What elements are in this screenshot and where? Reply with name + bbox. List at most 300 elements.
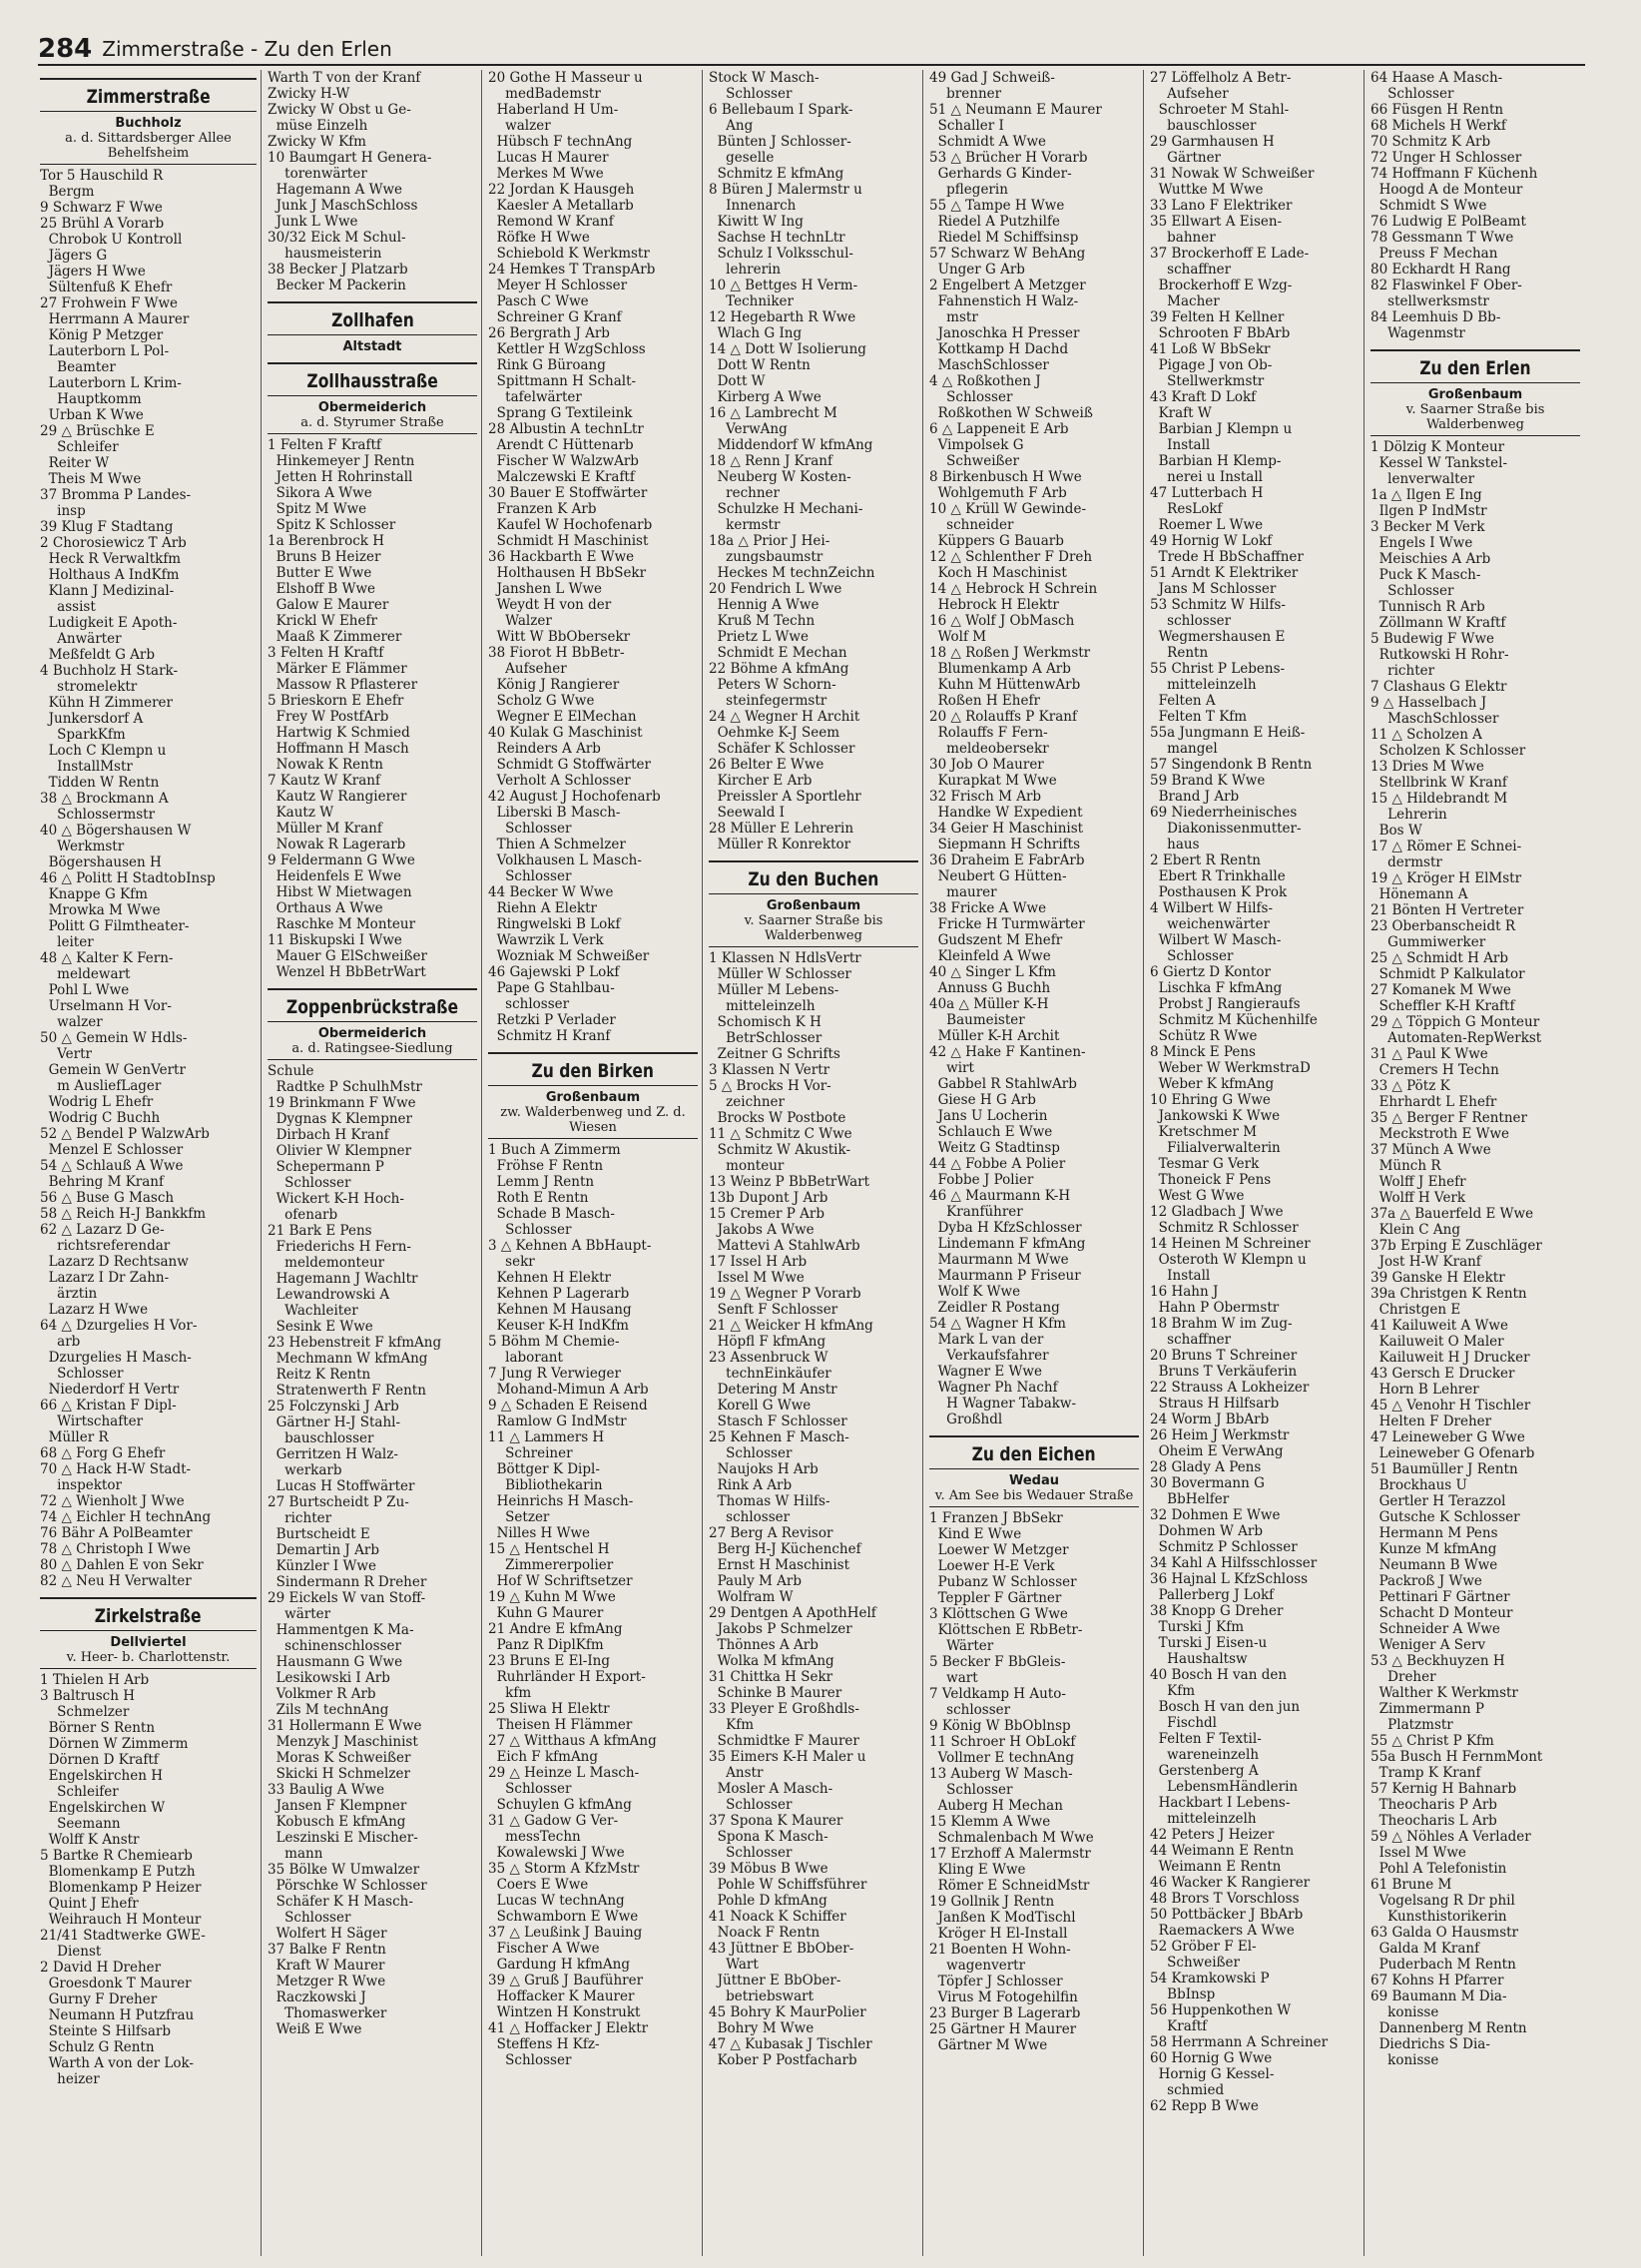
resident-entry: Pohle W Schiffsführer [709,1877,867,1893]
resident-entry: 3 Felten H Kraftf [268,645,384,661]
resident-entry: 80 Eckhardt H Rang [1370,262,1511,278]
resident-entry: 33 Lano F Elektriker [1150,198,1293,214]
resident-entry: Spitz K Schlosser [268,517,396,533]
resident-entry: Weber W WerkmstraD [1150,1060,1311,1076]
resident-entry: richtsreferendar [40,1238,171,1254]
resident-entry: 36 Hajnal L KfzSchloss [1150,1571,1309,1587]
resident-entry: Gärtner [1150,150,1222,166]
page-title: Zimmerstraße - Zu den Erlen [102,37,392,61]
resident-entry: 20 Bruns T Schreiner [1150,1348,1298,1364]
resident-list [268,1063,477,2037]
resident-entry: Reiter W [40,455,110,471]
resident-entry: medBademstr [488,86,601,102]
resident-entry: Korell G Wwe [709,1398,812,1414]
resident-entry: 37 Spona K Maurer [709,1813,843,1829]
resident-entry: Gabbel R StahlwArb [929,1076,1077,1092]
resident-entry: Ludigkeit E Apoth- [40,615,178,631]
resident-entry: Warth A von der Lok- [40,2055,194,2071]
resident-entry: 64 Haase A Masch- [1370,70,1503,86]
resident-entry: 47 Leineweber G Wwe [1370,1429,1525,1445]
resident-entry: Knappe G Kfm [40,886,148,902]
resident-entry: Schlossermstr [40,807,156,823]
resident-entry: zungsbaumstr [709,549,823,565]
resident-entry: Wlach G Ing [709,325,803,341]
resident-entry: Loewer W Metzger [929,1542,1069,1558]
resident-entry: Steffens H Kfz- [488,2036,600,2052]
resident-entry: 38 Fiorot H BbBetr- [488,645,625,661]
resident-entry: Engelskirchen H [40,1768,163,1784]
resident-entry: Ehrhardt L Ehefr [1370,1094,1497,1110]
resident-entry: Mechmann W kfmAng [268,1351,428,1367]
resident-entry: Dannenberg M Rentn [1370,2020,1527,2036]
resident-entry: Nowak K Rentn [268,757,383,773]
resident-entry: Wolfert H Säger [268,1926,387,1942]
resident-entry: Friederichs H Fern- [268,1239,411,1255]
resident-entry: Schlosser [488,2052,572,2068]
resident-entry: Schäfer K H Masch- [268,1894,413,1910]
resident-entry: Theis M Wwe [40,471,142,487]
resident-entry: Jankowski K Wwe [1150,1108,1281,1124]
resident-entry: Schacht D Monteur [1370,1605,1513,1621]
resident-entry: Wolf M [929,629,987,645]
resident-entry: 50 Pottbäcker J BbArb [1150,1907,1304,1923]
resident-entry: Hermann M Pens [1370,1525,1498,1541]
resident-entry: Herrmann A Maurer [40,311,190,327]
resident-entry: Hoogd A de Monteur [1370,182,1523,198]
resident-entry: geselle [709,150,775,166]
resident-entry: Frey W PostfArb [268,709,389,725]
resident-entry: Gärtner H-J Stahl- [268,1415,401,1430]
resident-entry: Kraft W Maurer [268,1958,385,1974]
resident-entry: richter [268,1510,332,1526]
resident-entry: 44 △ Fobbe A Polier [929,1156,1066,1172]
resident-entry: Wilbert W Masch- [1150,932,1282,948]
resident-entry: Engelskirchen W [40,1800,166,1816]
resident-entry: 7 Kautz W Kranf [268,773,380,789]
street-heading [709,860,918,894]
resident-entry: König P Metzger [40,327,164,343]
resident-entry: Walzer [488,613,552,629]
resident-entry: wärter [268,1606,331,1622]
resident-list [488,1142,698,2068]
directory-column [481,70,702,2256]
resident-entry: 1 Buch A Zimmerm [488,1142,621,1158]
resident-entry: 4 △ Roßkothen J [929,373,1041,389]
resident-entry: Vertr [40,1046,92,1062]
resident-entry: 29 △ Töppich G Monteur [1370,1014,1540,1030]
resident-entry: Vogelsang R Dr phil [1370,1893,1515,1909]
resident-entry: Felten F Textil- [1150,1731,1262,1747]
resident-entry: Scholz G Wwe [488,693,595,709]
resident-entry: 17 △ Römer E Schnei- [1370,839,1522,854]
resident-entry: Radtke P SchulhMstr [268,1079,422,1095]
resident-entry: bauschlosser [268,1430,374,1446]
resident-entry: Kraft W [1150,405,1212,421]
resident-entry: 7 Clashaus G Elektr [1370,679,1507,695]
resident-entry: 29 Dentgen A ApothHelf [709,1605,876,1621]
resident-entry: 1 Klassen N HdlsVertr [709,950,861,966]
resident-entry: 64 △ Dzurgelies H Vor- [40,1318,198,1334]
resident-entry: steinfegermstr [709,693,827,709]
resident-entry: 40 △ Bögershausen W [40,823,192,839]
resident-entry: 18 △ Renn J Kranf [709,453,832,469]
resident-entry: Jans M Schlosser [1150,581,1277,597]
resident-entry: Blomenkamp E Putzh [40,1864,196,1880]
resident-entry: Klein C Ang [1370,1222,1460,1238]
resident-entry: Dörnen D Kraftf [40,1752,159,1768]
street-location-note: v. Heer- b. Charlottenstr. [40,1650,257,1669]
resident-entry: Puderbach M Rentn [1370,1957,1516,1973]
resident-entry: Schmidt P Kalkulator [1370,966,1525,982]
resident-entry: 6 Giertz D Kontor [1150,964,1271,980]
resident-entry: 14 Heinen M Schreiner [1150,1236,1311,1252]
resident-entry: wirt [929,1060,974,1076]
resident-entry: Bosch H van den jun [1150,1699,1301,1715]
resident-entry: 39 Felten H Kellner [1150,309,1285,325]
resident-entry: 15 △ Hentschel H [488,1541,610,1557]
resident-entry: Gurny F Dreher [40,1991,158,2007]
resident-entry: Lucas H Maurer [488,150,609,166]
resident-entry: mstr [929,309,978,325]
resident-entry: 43 Gersch E Drucker [1370,1366,1515,1382]
resident-entry: Schlosser [709,1445,793,1461]
resident-entry: 38 Becker J Platzarb [268,262,408,278]
resident-entry: Lesikowski I Arb [268,1670,390,1686]
resident-entry: Müller K-H Archit [929,1028,1060,1044]
resident-entry: 18 △ Roßen J Werkmstr [929,645,1091,661]
resident-entry: weichenwärter [1150,916,1270,932]
resident-entry: tafelwärter [488,389,582,405]
resident-entry: walzer [40,1014,103,1030]
district-name: Wedau [1008,1473,1060,1488]
page-number: 284 [38,34,93,64]
resident-entry: Kiwitt W Ing [709,214,804,230]
directory-column [1364,70,1584,2256]
resident-entry: Mosler A Masch- [709,1781,833,1797]
resident-entry: Raczkowski J [268,1989,366,2005]
resident-entry: 25 Folczynski J Arb [268,1399,399,1415]
resident-entry: Jetten H Rohrinstall [268,469,413,485]
resident-entry: 46 △ Politt H StadtobInsp [40,870,216,886]
resident-entry: Neumann B Wwe [1370,1557,1498,1573]
resident-entry: 39a Christgen K Rentn [1370,1286,1527,1302]
street-heading [268,362,477,396]
resident-entry: Schmidt G Stoffwärter [488,757,651,773]
resident-entry: Dygnas K Klempner [268,1111,412,1127]
resident-entry: 34 Kahl A Hilfsschlosser [1150,1555,1318,1571]
resident-entry: 13 Weinz P BbBetrWart [709,1174,870,1190]
resident-entry: Wozniak M Schweißer [488,948,650,964]
resident-entry: 17 Issel H Arb [709,1254,808,1270]
resident-entry: 33 △ Pötz K [1370,1078,1450,1094]
resident-entry: 18a △ Prior J Hei- [709,533,830,549]
resident-entry: Schlosser [488,868,572,884]
resident-entry: Coers E Wwe [488,1877,589,1893]
resident-entry: 37 Balke F Rentn [268,1942,386,1958]
resident-entry: 30 Bovermann G [1150,1475,1265,1491]
resident-entry: Barbian J Klempn u [1150,421,1293,437]
resident-entry: 37 Bromma P Landes- [40,487,192,503]
resident-entry: Pasch C Wwe [488,293,589,309]
resident-entry: 25 Sliwa H Elektr [488,1701,610,1717]
resident-entry: Münch R [1370,1158,1441,1174]
resident-entry: technEinkäufer [709,1366,831,1382]
resident-entry: bauschlosser [1150,118,1257,134]
resident-entry: Schmidtke F Maurer [709,1733,859,1749]
resident-entry: insp [40,503,86,519]
street-heading [929,1435,1139,1469]
resident-entry: Dienst [40,1944,102,1960]
columns-container [40,70,1587,2256]
resident-entry: 33 Baulig A Wwe [268,1782,385,1798]
resident-entry: Ringwelski B Lokf [488,916,621,932]
resident-entry: 72 △ Wienholt J Wwe [40,1493,185,1509]
resident-entry: Jansen F Klempner [268,1798,407,1814]
resident-entry: Zwicky W Kfm [268,134,366,150]
resident-entry: Pörschke W Schlosser [268,1878,427,1894]
resident-entry: meldeobersekr [929,741,1049,757]
resident-entry: Pallerberg J Lokf [1150,1587,1275,1603]
resident-entry: 25 Kehnen F Masch- [709,1429,849,1445]
resident-entry: Rink A Arb [709,1477,793,1493]
resident-entry: 68 △ Forg G Ehefr [40,1445,166,1461]
resident-entry: 45 Bohry K MaurPolier [709,2004,866,2020]
resident-entry: 28 Glady A Pens [1150,1459,1262,1475]
resident-entry: 5 Bartke R Chemiearb [40,1848,193,1864]
resident-entry: Heckes M technZeichn [709,565,875,581]
resident-entry: Schütz R Wwe [1150,1028,1258,1044]
resident-entry: ofenarb [268,1207,338,1223]
resident-entry: Walther K Werkmstr [1370,1685,1518,1701]
resident-entry: Jakobs P Schmelzer [709,1621,852,1637]
resident-entry: 40 △ Singer L Kfm [929,964,1056,980]
resident-entry: Hoffacker K Maurer [488,1988,635,2004]
resident-entry: Packroß J Wwe [1370,1573,1482,1589]
resident-list [1150,70,1360,2114]
resident-entry: messTechn [488,1829,581,1845]
resident-entry: Pohl A Telefonistin [1370,1861,1507,1877]
resident-entry: West G Wwe [1150,1188,1245,1204]
resident-entry: Hebrock H Elektr [929,597,1059,613]
resident-entry: Kruß M Techn [709,613,816,629]
resident-list [40,1672,257,2087]
resident-entry: 41 △ Hoffacker J Elektr [488,2020,649,2036]
resident-entry: 59 △ Nöhles A Verlader [1370,1829,1531,1845]
resident-entry: Riedel M Schiffsinsp [929,230,1079,246]
resident-entry: Schmitz R Schlosser [1150,1220,1299,1236]
resident-entry: 27 Komanek M Wwe [1370,982,1511,998]
resident-entry: Weimann E Rentn [1150,1859,1282,1875]
resident-entry: Wagner Ph Nachf [929,1380,1058,1396]
resident-entry: Baumeister [929,1012,1025,1028]
resident-entry: 27 △ Witthaus A kfmAng [488,1733,657,1749]
resident-entry: schinenschlosser [268,1638,401,1654]
resident-entry: Meckstroth E Wwe [1370,1126,1510,1142]
resident-entry: 45 △ Venohr H Tischler [1370,1398,1531,1414]
resident-entry: Kühn H Zimmerer [40,695,173,711]
resident-entry: Schmelzer [40,1704,130,1720]
resident-entry: Raschke M Monteur [268,916,416,932]
resident-entry: Seemann [40,1816,121,1832]
resident-entry: mann [268,1846,323,1862]
resident-entry: Hackbart I Lebens- [1150,1795,1291,1811]
resident-entry: 20 △ Rolauffs P Kranf [929,709,1077,725]
resident-entry: Riehn A Elektr [488,900,597,916]
resident-entry: Mrowka M Wwe [40,902,161,918]
resident-entry: Bos W [1370,823,1422,839]
resident-entry: 55 △ Tampe H Wwe [929,198,1065,214]
resident-entry: 51 Arndt K Elektriker [1150,565,1299,581]
resident-entry: 12 △ Schlenther F Dreh [929,549,1093,565]
resident-entry: 62 Repp B Wwe [1150,2098,1259,2114]
resident-entry: Rink G Büroang [488,357,606,373]
resident-entry: 30 Job O Maurer [929,757,1044,773]
resident-entry: Scholzen K Schlosser [1370,743,1526,759]
resident-entry: Kehnen M Hausang [488,1302,632,1318]
resident-entry: 10 Ehring G Wwe [1150,1092,1271,1108]
resident-entry: 59 Brand K Wwe [1150,773,1266,789]
street-location-note: a. d. Styrumer Straße [268,415,477,434]
resident-entry: Schiebold K Werkmstr [488,246,650,262]
resident-entry: Schlosser [488,1781,572,1797]
resident-entry: Hagemann J Wachltr [268,1271,418,1287]
resident-entry: Thien A Schmelzer [488,837,626,852]
resident-entry: König J Rangierer [488,677,620,693]
district-name: Großenbaum [1427,387,1523,402]
resident-entry: Wirtschafter [40,1414,144,1429]
resident-entry: Sindermann R Dreher [268,1574,427,1590]
resident-entry: 9 △ Schaden E Reisend [488,1398,648,1414]
resident-entry: 51 Baumüller J Rentn [1370,1461,1518,1477]
resident-entry: Töpfer J Schlosser [929,1974,1063,1989]
resident-entry: Lucas W technAng [488,1893,625,1909]
resident-entry: 57 Schwarz W BehAng [929,246,1086,262]
street-name: Zollhafen [330,309,414,331]
resident-entry: 16 △ Lambrecht M [709,405,837,421]
resident-entry: Zimmermann P [1370,1701,1484,1717]
resident-entry: Bünten J Schlosser- [709,134,851,150]
resident-list [709,70,918,852]
resident-entry: Bergm [40,184,95,200]
resident-entry: 36 Hackbarth E Wwe [488,549,635,565]
resident-entry: Malczewski E Kraftf [488,469,635,485]
resident-entry: 13b Dupont J Arb [709,1190,828,1206]
resident-entry: Zwicky W Obst u Ge- [268,102,411,118]
resident-entry: Zeitner G Schrifts [709,1046,840,1062]
resident-entry: Schmalenbach M Wwe [929,1830,1094,1846]
resident-entry: Mattevi A StahlwArb [709,1238,860,1254]
resident-entry: 69 Baumann M Dia- [1370,1988,1507,2004]
resident-entry: 61 Brune M [1370,1877,1452,1893]
resident-entry: 4 Wilbert W Hilfs- [1150,900,1274,916]
resident-entry: Gärtner M Wwe [929,2037,1048,2053]
resident-entry: Prietz L Wwe [709,629,809,645]
resident-entry: Klöttschen E RbBetr- [929,1622,1083,1638]
resident-entry: Middendorf W kfmAng [709,437,873,453]
resident-entry: Orthaus A Wwe [268,900,383,916]
resident-entry: Mauer G ElSchweißer [268,948,427,964]
resident-entry: nerei u Install [1150,469,1263,485]
resident-entry: Wegmershausen E [1150,629,1286,645]
resident-entry: 54 △ Schlauß A Wwe [40,1158,184,1174]
resident-entry: Horn B Lehrer [1370,1382,1479,1398]
resident-entry: 32 Frisch M Arb [929,789,1042,805]
resident-entry: Holthaus A IndKfm [40,567,180,583]
resident-entry: Pohle D kfmAng [709,1893,827,1909]
resident-list [1370,439,1580,2068]
resident-entry: 54 △ Wagner H Kfm [929,1316,1066,1332]
resident-entry: Hübsch F technAng [488,134,633,150]
resident-entry: ResLokf [1150,501,1223,517]
resident-entry: 41 Loß W BbSekr [1150,341,1271,357]
resident-entry: Kaufel W Hochofenarb [488,517,653,533]
resident-entry: Skicki H Schmelzer [268,1766,410,1782]
resident-entry: 37 △ Leußink J Bauing [488,1925,643,1941]
resident-entry: Volkhausen L Masch- [488,852,642,868]
resident-entry: Brockhaus U [1370,1477,1467,1493]
resident-entry: Jägers G [40,248,108,264]
resident-entry: 66 Füsgen H Rentn [1370,102,1504,118]
resident-entry: hausmeisterin [268,246,382,262]
resident-entry: Aufseher [1150,86,1229,102]
resident-entry: Hoffmann H Masch [268,741,409,757]
resident-entry: betriebswart [709,1988,815,2004]
resident-entry: Pape G Stahlbau- [488,980,615,996]
resident-entry: 40 Kulak G Maschinist [488,725,643,741]
resident-entry: Stratenwerth F Rentn [268,1383,426,1399]
resident-entry: 8 Minck E Pens [1150,1044,1256,1060]
resident-entry: 70 △ Hack H-W Stadt- [40,1461,192,1477]
resident-entry: Kottkamp H Dachd [929,341,1069,357]
resident-entry: Schlosser [709,86,793,102]
resident-entry: BbHelfer [1150,1491,1230,1507]
resident-entry: 1a Berenbrock H [268,533,385,549]
resident-entry: Maaß K Zimmerer [268,629,402,645]
resident-entry: 20 Gothe H Masseur u [488,70,643,86]
resident-entry: SparkKfm [40,727,126,743]
resident-entry: Diedrichs S Dia- [1370,2036,1490,2052]
resident-entry: Spitz M Wwe [268,501,367,517]
resident-entry: Volkmer R Arb [268,1686,376,1702]
resident-entry: Lemm J Rentn [488,1174,595,1190]
resident-entry: 16 Hahn J [1150,1284,1219,1300]
resident-entry: 35 △ Storm A KfzMstr [488,1861,640,1877]
resident-entry: Oheim E VerwAng [1150,1443,1284,1459]
resident-entry: Noack F Rentn [709,1925,820,1941]
resident-entry: Sprang G Textileink [488,405,633,421]
resident-entry: Wolff J Ehefr [1370,1174,1466,1190]
resident-entry: Thomaswerker [268,2005,387,2021]
resident-entry: 40 Bosch H van den [1150,1667,1288,1683]
resident-entry: Turski J Eisen-u [1150,1635,1268,1651]
resident-entry: Wolfram W [709,1589,794,1605]
resident-entry: Virus M Fotogehilfin [929,1989,1078,2005]
resident-entry: Pigage J von Ob- [1150,357,1273,373]
resident-entry: Schinke B Maurer [709,1685,842,1701]
resident-entry: torenwärter [268,166,367,182]
resident-entry: Unger G Arb [929,262,1025,278]
resident-entry: Meischies A Arb [1370,551,1491,567]
resident-entry: Schaller I [929,118,1004,134]
resident-entry: Hagemann A Wwe [268,182,403,198]
resident-entry: 19 △ Wegner P Vorarb [709,1286,861,1302]
resident-entry: 20 Fendrich L Wwe [709,581,842,597]
resident-entry: 78 Gessmann T Wwe [1370,230,1514,246]
resident-entry: Märker E Flämmer [268,661,407,677]
resident-entry: Keuser K-H IndKfm [488,1318,629,1334]
resident-entry: Dohmen W Arb [1150,1523,1264,1539]
resident-entry: Schmitz E kfmAng [709,166,844,182]
